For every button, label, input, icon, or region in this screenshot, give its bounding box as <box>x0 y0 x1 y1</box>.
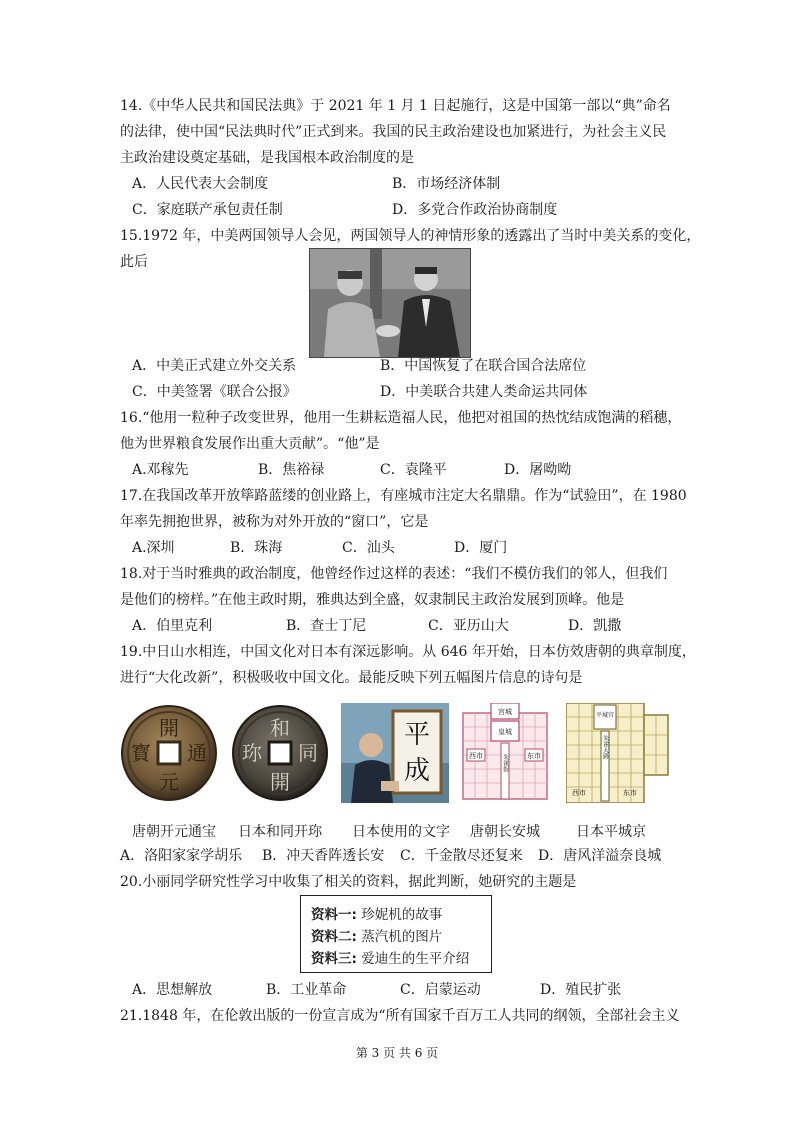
q19-option-a: A．洛阳家家学胡乐 <box>120 848 243 864</box>
coin2-char-bottom: 開 <box>270 770 290 794</box>
q14-option-c: C．家庭联产承包责任制 <box>132 202 283 218</box>
leaders-handshake-photo <box>309 248 471 358</box>
heisei-placard-photo <box>341 703 449 803</box>
q21-line-1: 21.1848 年，在伦敦出版的一份宣言成为“所有国家千百万工人共同的纲领，全部社会主义 <box>120 1008 680 1024</box>
q15-line-2: 此后 <box>120 254 148 270</box>
q20-option-a: A．思想解放 <box>132 982 213 998</box>
q17-line-2: 年率先拥抱世界，被称为对外开放的“窗口”，它是 <box>120 514 429 530</box>
materials-box <box>300 895 492 973</box>
q20-option-d: D．殖民扩张 <box>540 982 622 998</box>
q16-option-b: B．焦裕禄 <box>258 462 325 478</box>
changan-label-palace: 宫城 <box>498 708 512 716</box>
caption-japanese-script: 日本使用的文字 <box>352 824 450 840</box>
material-2 <box>311 925 442 945</box>
changan-label-west-market: 西市 <box>469 752 483 760</box>
changan-city-map <box>461 703 549 803</box>
material-1 <box>311 903 442 923</box>
q17-option-b: B．珠海 <box>230 540 283 556</box>
caption-wado-kaichin: 日本和同开珎 <box>238 824 322 840</box>
material-2-text: 蒸汽机的图片 <box>361 929 443 945</box>
kaiyuan-tongbao-coin-image <box>120 703 218 803</box>
q18-line-2: 是他们的榜样。”在他主政时期，雅典达到全盛，奴隶制民主政治发展到顶峰。他是 <box>120 592 625 608</box>
changan-label-east-market: 东市 <box>527 752 541 760</box>
q18-option-a: A．伯里克利 <box>132 618 213 634</box>
q16-option-d: D．屠呦呦 <box>504 462 572 478</box>
nara-label-suzaku: 朱雀大路 <box>601 735 609 759</box>
nara-label-west-market: 西市 <box>572 789 586 797</box>
caption-heijokyo: 日本平城京 <box>576 824 646 840</box>
q16-line-2: 他为世界粮食发展作出重大贡献”。“他”是 <box>120 436 380 452</box>
caption-changan: 唐朝长安城 <box>470 824 540 840</box>
q14-line-1: 14.《中华人民共和国民法典》于 2021 年 1 月 1 日起施行，这是中国第一部以“典”命名 <box>120 98 671 114</box>
q14-option-a: A．人民代表大会制度 <box>132 176 269 192</box>
q19-line-1: 19.中日山水相连，中国文化对日本有深远影响。从 646 年开始，日本仿效唐朝的典章制度， <box>120 644 696 660</box>
q16-option-c: C．袁隆平 <box>380 462 447 478</box>
q17-option-c: C．汕头 <box>342 540 395 556</box>
q15-option-a: A．中美正式建立外交关系 <box>132 358 297 374</box>
q20-line-1: 20.小丽同学研究性学习中收集了相关的资料，据此判断，她研究的主题是 <box>120 874 577 890</box>
q15-option-d: D．中美联合共建人类命运共同体 <box>380 384 588 400</box>
q16-line-1: 16.“他用一粒种子改变世界，他用一生耕耘造福人民，他把对祖国的热忱结成饱满的稻穗， <box>120 410 682 426</box>
q18-option-c: C．亚历山大 <box>428 618 509 634</box>
material-3 <box>311 947 469 967</box>
material-3-text: 爱迪生的生平介绍 <box>361 951 470 967</box>
q14-line-3: 主政治建设奠定基础，是我国根本政治制度的是 <box>120 150 414 166</box>
caption-kaiyuan-tongbao: 唐朝开元通宝 <box>132 824 216 840</box>
placard-char-2: 成 <box>403 756 431 786</box>
material-1-label: 资料一: <box>311 907 357 923</box>
q19-option-b: B．冲天香阵透长安 <box>262 848 385 864</box>
material-2-label: 资料二: <box>311 929 357 945</box>
q17-option-a: A.深圳 <box>132 540 175 556</box>
q19-option-d: D．唐风洋溢奈良城 <box>538 848 662 864</box>
q14-line-2: 的法律，使中国“民法典时代”正式到来。我国的民主政治建设也加紧进行，为社会主义民 <box>120 124 667 140</box>
changan-label-imperial: 皇城 <box>498 728 512 736</box>
q15-option-c: C．中美签署《联合公报》 <box>132 384 297 400</box>
q17-line-1: 17.在我国改革开放筚路蓝缕的创业路上，有座城市注定大名鼎鼎。作为“试验田”，在 1980 <box>120 488 687 504</box>
nara-label-east-market: 东市 <box>623 789 637 797</box>
placard-char-1: 平 <box>403 720 431 750</box>
coin2-char-top: 和 <box>270 716 290 740</box>
coin1-char-left: 寳 <box>131 741 151 765</box>
q16-option-a: A.邓稼先 <box>132 462 189 478</box>
q18-option-b: B．查士丁尼 <box>286 618 367 634</box>
q19-option-c: C．千金散尽还复来 <box>400 848 523 864</box>
q15-line-1: 15.1972 年，中美两国领导人会见，两国领导人的神情形象的透露出了当时中美关系的变化， <box>120 228 701 244</box>
q17-option-d: D．厦门 <box>454 540 508 556</box>
coin2-char-left: 珎 <box>242 741 262 765</box>
q20-option-c: C．启蒙运动 <box>400 982 481 998</box>
coin1-char-bottom: 元 <box>159 770 179 794</box>
q15-option-b: B．中国恢复了在联合国合法席位 <box>380 358 587 374</box>
q14-option-b: B．市场经济体制 <box>392 176 501 192</box>
coin1-char-top: 開 <box>159 716 179 740</box>
material-3-label: 资料三: <box>311 951 357 967</box>
wado-kaichin-coin-image <box>231 703 329 803</box>
heijokyo-city-map <box>566 703 670 803</box>
nara-label-palace: 平城宫 <box>595 712 615 719</box>
q18-line-1: 18.对于当时雅典的政治制度，他曾经作过这样的表述：“我们不模仿我们的邻人，但我们 <box>120 566 668 582</box>
q19-line-2: 进行“大化改新”，积极吸收中国文化。最能反映下列五幅图片信息的诗句是 <box>120 670 583 686</box>
changan-label-zhuque: 朱雀街 <box>501 754 509 772</box>
q20-option-b: B．工业革命 <box>266 982 347 998</box>
page-footer: 第 3 页 共 6 页 <box>355 1046 439 1060</box>
coin2-char-right: 同 <box>298 741 318 765</box>
material-1-text: 珍妮机的故事 <box>361 907 443 923</box>
q14-option-d: D．多党合作政治协商制度 <box>392 202 558 218</box>
q18-option-d: D．凯撒 <box>568 618 622 634</box>
coin1-char-right: 通 <box>187 741 207 765</box>
